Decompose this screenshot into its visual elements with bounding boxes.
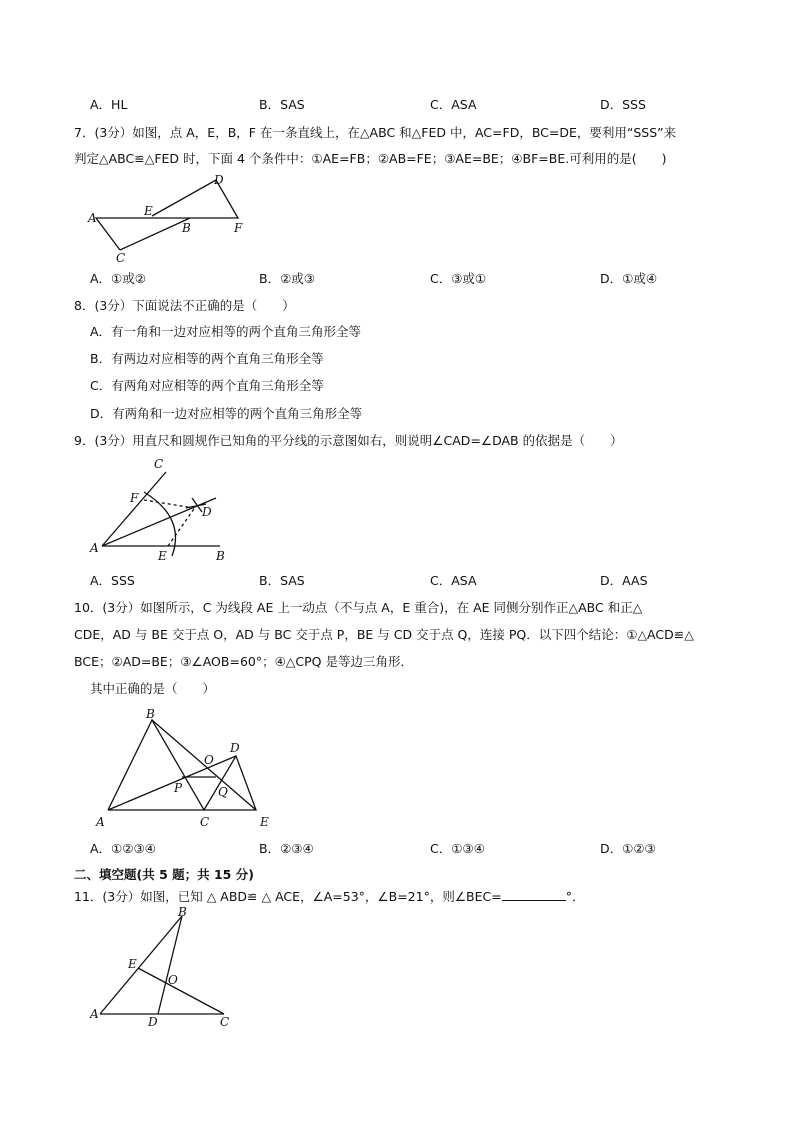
q8-choice-a[interactable]: A．有一角和一边对应相等的两个直角三角形全等: [90, 324, 362, 339]
q11-label-a: A: [90, 1007, 99, 1021]
q11-stem-text: 11．(3分）如图，已知 △ ABD≌ △ ACE，∠A=53°，∠B=21°，则∠BEC=: [74, 889, 502, 904]
q7-label-d: D: [214, 173, 224, 187]
q10-label-q: Q: [218, 785, 228, 799]
q7-stem-line2: 判定△ABC≌△FED 时，下面 4 个条件中：①AE=FB；②AB=FE；③AE=BE；④BF=BE.可利用的是( ): [74, 151, 667, 166]
q10-label-o: O: [204, 753, 214, 767]
q11-label-c: C: [220, 1015, 230, 1029]
q11-label-o: O: [168, 973, 178, 987]
q6-option-c[interactable]: C．ASA: [430, 97, 477, 112]
q9-option-b[interactable]: B．SAS: [259, 573, 305, 588]
q10-option-c[interactable]: C．①③④: [430, 841, 485, 856]
q7-figure: [88, 172, 258, 264]
q7-label-b: B: [182, 221, 191, 235]
q7-stem-line1: 7．(3分）如图，点 A，E，B，F 在一条直线上，在△ABC 和△FED 中，AC=FD，BC=DE，要利用“SSS”来: [74, 125, 677, 140]
q11-figure: [88, 906, 238, 1030]
q7-label-e: E: [144, 204, 153, 218]
q11-answer-blank[interactable]: [502, 888, 566, 901]
q11-label-d: D: [148, 1015, 158, 1029]
q9-label-e: E: [158, 549, 167, 563]
q10-stem-line3: BCE；②AD=BE；③∠AOB=60°；④△CPQ 是等边三角形．: [74, 654, 413, 669]
q8-choice-d[interactable]: D．有两角和一边对应相等的两个直角三角形全等: [90, 406, 363, 421]
q9-option-a[interactable]: A．SSS: [90, 573, 135, 588]
q7-label-a: A: [88, 211, 97, 225]
q7-option-b[interactable]: B．②或③: [259, 271, 315, 286]
q10-stem-line1: 10．(3分）如图所示，C 为线段 AE 上一动点（不与点 A，E 重合)，在 AE 同侧分别作正△ABC 和正△: [74, 600, 643, 615]
q10-option-d[interactable]: D．①②③: [600, 841, 656, 856]
q9-label-b: B: [216, 549, 225, 563]
q10-label-a: A: [96, 815, 105, 829]
q9-label-c: C: [154, 457, 164, 471]
q8-choice-b[interactable]: B．有两边对应相等的两个直角三角形全等: [90, 351, 324, 366]
q10-label-d: D: [230, 741, 240, 755]
q9-option-d[interactable]: D．AAS: [600, 573, 648, 588]
q7-figure-lines: [96, 180, 238, 250]
q7-label-c: C: [116, 251, 126, 265]
q11-stem: [74, 888, 584, 905]
q10-label-b: B: [146, 707, 155, 721]
q10-label-p: P: [174, 781, 183, 795]
section-heading-fill-in: 二、填空题(共 5 题；共 15 分): [74, 867, 254, 882]
q7-label-f: F: [234, 221, 243, 235]
q7-option-a[interactable]: A．①或②: [90, 271, 146, 286]
q9-option-c[interactable]: C．ASA: [430, 573, 477, 588]
q9-label-a: A: [90, 541, 99, 555]
q6-option-b[interactable]: B．SAS: [259, 97, 305, 112]
q6-option-d[interactable]: D．SSS: [600, 97, 646, 112]
q11-label-e: E: [128, 957, 137, 971]
q8-stem: 8．(3分）下面说法不正确的是（ ）: [74, 298, 295, 313]
q11-stem-end: °．: [565, 889, 585, 904]
q10-figure: [96, 706, 276, 832]
q9-label-f: F: [130, 491, 139, 505]
q7-option-c[interactable]: C．③或①: [430, 271, 487, 286]
q6-option-a[interactable]: A．HL: [90, 97, 128, 112]
q9-label-d: D: [202, 505, 212, 519]
q9-stem: 9．(3分）用直尺和圆规作已知角的平分线的示意图如右，则说明∠CAD=∠DAB 的依据是（ ）: [74, 433, 623, 448]
q10-stem-line4: 其中正确的是（ ）: [90, 681, 216, 696]
q8-choice-c[interactable]: C．有两角对应相等的两个直角三角形全等: [90, 378, 324, 393]
q11-label-b: B: [178, 905, 187, 919]
q7-option-d[interactable]: D．①或④: [600, 271, 658, 286]
q10-option-a[interactable]: A．①②③④: [90, 841, 156, 856]
q10-label-c: C: [200, 815, 210, 829]
q10-stem-line2: CDE，AD 与 BE 交于点 O，AD 与 BC 交于点 P，BE 与 CD 交于点 Q，连接 PQ．以下四个结论：①△ACD≌△: [74, 627, 694, 642]
q10-option-b[interactable]: B．②③④: [259, 841, 314, 856]
q9-figure: [88, 456, 238, 566]
q10-label-e: E: [260, 815, 269, 829]
